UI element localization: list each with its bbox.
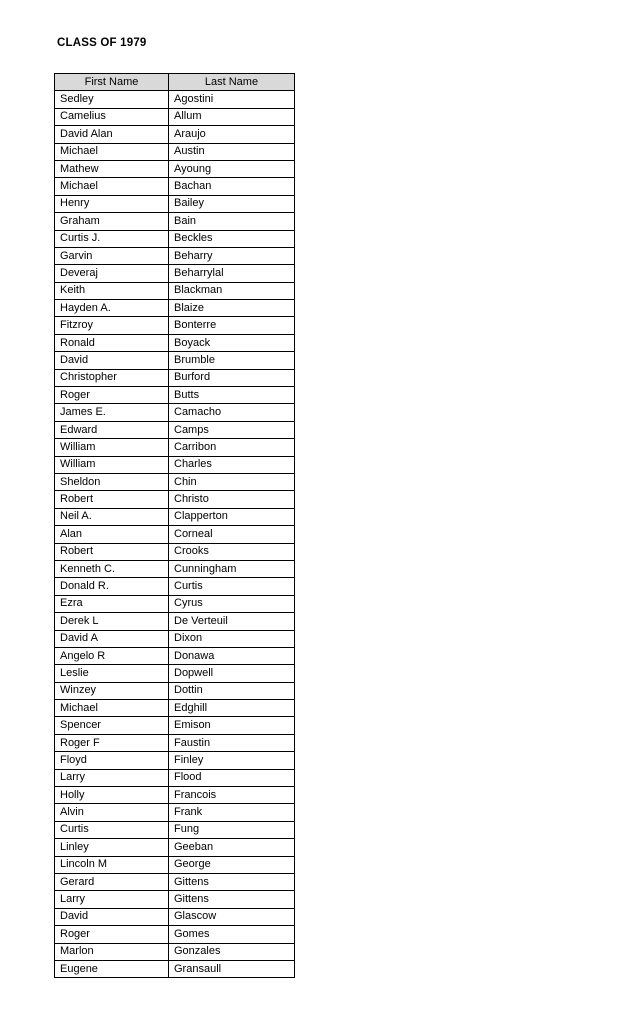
cell-last-name: Beharry: [169, 247, 295, 264]
cell-first-name: William: [55, 456, 169, 473]
table-row: [55, 769, 295, 786]
table-row: [55, 91, 295, 108]
column-header-last-name: Last Name: [169, 74, 295, 91]
cell-first-name: Marlon: [55, 943, 169, 960]
cell-first-name: Curtis J.: [55, 230, 169, 247]
cell-last-name: Curtis: [169, 578, 295, 595]
cell-first-name: Larry: [55, 769, 169, 786]
cell-last-name: Gittens: [169, 891, 295, 908]
cell-last-name: Araujo: [169, 126, 295, 143]
table-row: [55, 126, 295, 143]
cell-first-name: Angelo R: [55, 647, 169, 664]
table-row: [55, 265, 295, 282]
cell-first-name: Robert: [55, 491, 169, 508]
cell-last-name: Cyrus: [169, 595, 295, 612]
cell-first-name: Sheldon: [55, 473, 169, 490]
cell-first-name: Eugene: [55, 960, 169, 977]
cell-first-name: Spencer: [55, 717, 169, 734]
cell-first-name: Michael: [55, 178, 169, 195]
cell-first-name: Michael: [55, 143, 169, 160]
cell-last-name: De Verteuil: [169, 613, 295, 630]
table-header-row: [55, 74, 295, 91]
table-row: [55, 595, 295, 612]
cell-last-name: Fung: [169, 821, 295, 838]
cell-last-name: Blackman: [169, 282, 295, 299]
table-row: [55, 317, 295, 334]
cell-first-name: Donald R.: [55, 578, 169, 595]
table-row: [55, 334, 295, 351]
class-list-table: [54, 73, 295, 978]
cell-last-name: Dixon: [169, 630, 295, 647]
cell-first-name: Keith: [55, 282, 169, 299]
table-row: [55, 352, 295, 369]
cell-first-name: Leslie: [55, 665, 169, 682]
cell-last-name: Edghill: [169, 700, 295, 717]
cell-last-name: Donawa: [169, 647, 295, 664]
cell-last-name: Bachan: [169, 178, 295, 195]
cell-last-name: Geeban: [169, 839, 295, 856]
cell-first-name: Holly: [55, 787, 169, 804]
table-row: [55, 613, 295, 630]
cell-first-name: Camelius: [55, 108, 169, 125]
cell-last-name: Camacho: [169, 404, 295, 421]
cell-last-name: Charles: [169, 456, 295, 473]
cell-last-name: Allum: [169, 108, 295, 125]
cell-last-name: Ayoung: [169, 160, 295, 177]
cell-first-name: Linley: [55, 839, 169, 856]
cell-last-name: Dottin: [169, 682, 295, 699]
table-row: [55, 717, 295, 734]
table-row: [55, 421, 295, 438]
cell-first-name: Kenneth C.: [55, 560, 169, 577]
table-row: [55, 821, 295, 838]
cell-first-name: Michael: [55, 700, 169, 717]
table-row: [55, 734, 295, 751]
cell-first-name: Christopher: [55, 369, 169, 386]
table-row: [55, 804, 295, 821]
table-row: [55, 647, 295, 664]
cell-last-name: Agostini: [169, 91, 295, 108]
table-row: [55, 873, 295, 890]
table-row: [55, 230, 295, 247]
cell-last-name: Beckles: [169, 230, 295, 247]
column-header-first-name: First Name: [55, 74, 169, 91]
cell-last-name: Gransaull: [169, 960, 295, 977]
cell-first-name: Winzey: [55, 682, 169, 699]
cell-last-name: Camps: [169, 421, 295, 438]
table-row: [55, 387, 295, 404]
cell-first-name: David: [55, 908, 169, 925]
cell-first-name: David Alan: [55, 126, 169, 143]
table-row: [55, 578, 295, 595]
table-row: [55, 282, 295, 299]
table-row: [55, 404, 295, 421]
cell-last-name: Chin: [169, 473, 295, 490]
cell-first-name: Robert: [55, 543, 169, 560]
cell-first-name: Sedley: [55, 91, 169, 108]
table-row: [55, 213, 295, 230]
table-row: [55, 369, 295, 386]
cell-first-name: Alvin: [55, 804, 169, 821]
cell-first-name: Ronald: [55, 334, 169, 351]
cell-last-name: Boyack: [169, 334, 295, 351]
table-row: [55, 908, 295, 925]
table-body: [55, 91, 295, 978]
cell-first-name: Graham: [55, 213, 169, 230]
cell-first-name: James E.: [55, 404, 169, 421]
cell-first-name: Gerard: [55, 873, 169, 890]
table-row: [55, 491, 295, 508]
table-row: [55, 247, 295, 264]
table-row: [55, 300, 295, 317]
cell-first-name: Derek L: [55, 613, 169, 630]
cell-last-name: Blaize: [169, 300, 295, 317]
cell-first-name: Edward: [55, 421, 169, 438]
cell-last-name: Austin: [169, 143, 295, 160]
cell-first-name: Hayden A.: [55, 300, 169, 317]
cell-last-name: Burford: [169, 369, 295, 386]
table-row: [55, 839, 295, 856]
cell-first-name: Larry: [55, 891, 169, 908]
table-row: [55, 700, 295, 717]
table-row: [55, 108, 295, 125]
cell-last-name: Francois: [169, 787, 295, 804]
table-row: [55, 943, 295, 960]
cell-first-name: William: [55, 439, 169, 456]
cell-last-name: Corneal: [169, 526, 295, 543]
cell-first-name: Roger: [55, 387, 169, 404]
cell-last-name: Frank: [169, 804, 295, 821]
table-row: [55, 508, 295, 525]
table-row: [55, 526, 295, 543]
table-row: [55, 456, 295, 473]
table-row: [55, 143, 295, 160]
cell-first-name: David A: [55, 630, 169, 647]
cell-last-name: Finley: [169, 752, 295, 769]
cell-last-name: Emison: [169, 717, 295, 734]
cell-last-name: Cunningham: [169, 560, 295, 577]
cell-first-name: Roger F: [55, 734, 169, 751]
cell-first-name: Curtis: [55, 821, 169, 838]
cell-last-name: Dopwell: [169, 665, 295, 682]
cell-last-name: Beharrylal: [169, 265, 295, 282]
cell-first-name: Ezra: [55, 595, 169, 612]
page-title: CLASS OF 1979: [57, 37, 147, 49]
cell-last-name: Bonterre: [169, 317, 295, 334]
cell-last-name: Gonzales: [169, 943, 295, 960]
cell-first-name: Mathew: [55, 160, 169, 177]
table-row: [55, 856, 295, 873]
cell-first-name: Alan: [55, 526, 169, 543]
cell-last-name: Butts: [169, 387, 295, 404]
cell-first-name: Garvin: [55, 247, 169, 264]
table-row: [55, 665, 295, 682]
cell-first-name: Lincoln M: [55, 856, 169, 873]
cell-first-name: Neil A.: [55, 508, 169, 525]
table-row: [55, 473, 295, 490]
table-header: [55, 74, 295, 91]
table-row: [55, 560, 295, 577]
cell-last-name: Bailey: [169, 195, 295, 212]
cell-last-name: Christo: [169, 491, 295, 508]
cell-last-name: Bain: [169, 213, 295, 230]
cell-first-name: David: [55, 352, 169, 369]
cell-last-name: Gomes: [169, 926, 295, 943]
table-row: [55, 195, 295, 212]
cell-first-name: Floyd: [55, 752, 169, 769]
cell-last-name: Carribon: [169, 439, 295, 456]
cell-first-name: Roger: [55, 926, 169, 943]
cell-last-name: Gittens: [169, 873, 295, 890]
cell-last-name: Glascow: [169, 908, 295, 925]
table-row: [55, 960, 295, 977]
table-row: [55, 630, 295, 647]
table-row: [55, 891, 295, 908]
table-row: [55, 752, 295, 769]
table-row: [55, 787, 295, 804]
cell-last-name: George: [169, 856, 295, 873]
cell-first-name: Deveraj: [55, 265, 169, 282]
cell-first-name: Fitzroy: [55, 317, 169, 334]
table-row: [55, 543, 295, 560]
table-row: [55, 160, 295, 177]
cell-last-name: Brumble: [169, 352, 295, 369]
cell-last-name: Faustin: [169, 734, 295, 751]
table-row: [55, 682, 295, 699]
cell-last-name: Crooks: [169, 543, 295, 560]
table-row: [55, 926, 295, 943]
cell-last-name: Flood: [169, 769, 295, 786]
cell-first-name: Henry: [55, 195, 169, 212]
table-row: [55, 178, 295, 195]
table-row: [55, 439, 295, 456]
cell-last-name: Clapperton: [169, 508, 295, 525]
